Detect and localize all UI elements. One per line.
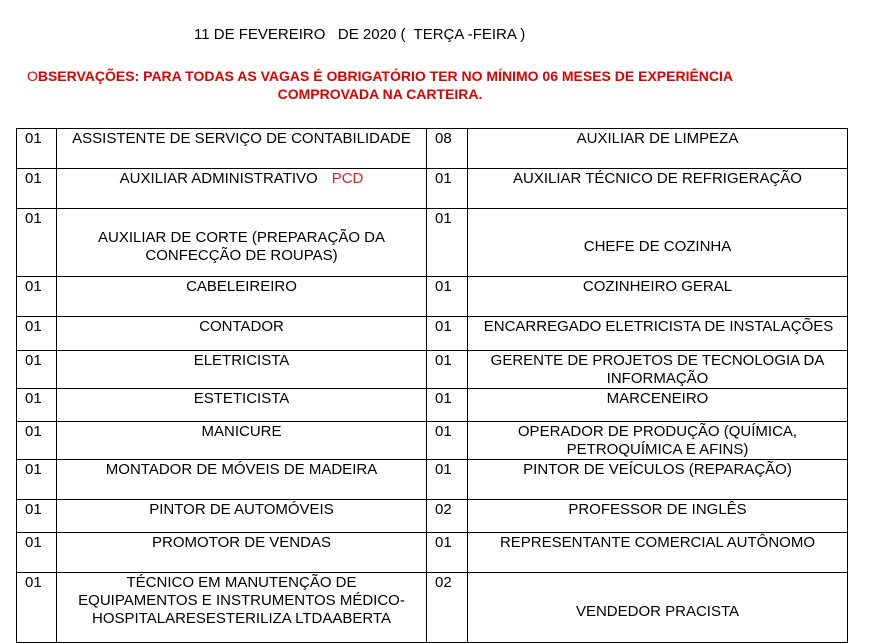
left-job-title: PINTOR DE AUTOMÓVEIS [57,500,427,533]
right-quantity: 02 [427,573,468,643]
table-row [17,317,848,351]
left-job-title-text: AUXILIAR ADMINISTRATIVO [119,170,318,187]
right-quantity: 01 [427,169,468,209]
left-quantity: 01 [17,317,57,351]
right-quantity: 01 [427,209,468,277]
left-job-title: ASSISTENTE DE SERVIÇO DE CONTABILIDADE [57,129,427,169]
right-quantity: 01 [427,533,468,573]
right-quantity: 01 [427,460,468,500]
right-job-title: OPERADOR DE PRODUÇÃO (QUÍMICA, PETROQUÍMICA E AFINS) [468,422,848,460]
right-quantity: 02 [427,500,468,533]
right-quantity: 01 [427,317,468,351]
table-row [17,500,848,533]
left-quantity: 01 [17,209,57,277]
right-job-title: AUXILIAR DE LIMPEZA [468,129,848,169]
left-quantity: 01 [17,533,57,573]
left-job-title: AUXILIAR DE CORTE (PREPARAÇÃO DA CONFECÇÃO DE ROUPAS) [57,209,427,277]
job-vacancies-table [16,128,848,643]
right-quantity: 01 [427,351,468,389]
table-row [17,573,848,643]
observations-text: BSERVAÇÕES: PARA TODAS AS VAGAS É OBRIGATÓRIO TER NO MÍNIMO 06 MESES DE EXPERIÊNCIA COMPROVADA NA CARTEIRA. [37,68,734,102]
table-row [17,209,848,277]
right-job-title: ENCARREGADO ELETRICISTA DE INSTALAÇÕES [468,317,848,351]
left-job-title: MANICURE [57,422,427,460]
right-job-title: GERENTE DE PROJETOS DE TECNOLOGIA DA INFORMAÇÃO [468,351,848,389]
date-heading: 11 DE FEVEREIRO DE 2020 ( TERÇA -FEIRA ) [194,26,526,43]
right-job-title: AUXILIAR TÉCNICO DE REFRIGERAÇÃO [468,169,848,209]
left-quantity: 01 [17,169,57,209]
table-row [17,389,848,422]
left-quantity: 01 [17,129,57,169]
observations-notice [20,67,740,103]
left-quantity: 01 [17,389,57,422]
left-job-title: TÉCNICO EM MANUTENÇÃO DE EQUIPAMENTOS E INSTRUMENTOS MÉDICO-HOSPITALARESESTERILIZA LTDAABERTA [57,573,427,643]
table-row [17,533,848,573]
left-job-title: ESTETICISTA [57,389,427,422]
right-job-title: REPRESENTANTE COMERCIAL AUTÔNOMO [468,533,848,573]
left-job-title: MONTADOR DE MÓVEIS DE MADEIRA [57,460,427,500]
table-row [17,422,848,460]
table-row [17,351,848,389]
left-job-title: CABELEIREIRO [57,277,427,317]
table-row [17,129,848,169]
table-row [17,277,848,317]
left-quantity: 01 [17,460,57,500]
pcd-tag: PCD [331,170,364,187]
table-row [17,460,848,500]
right-job-title: MARCENEIRO [468,389,848,422]
left-job-title: CONTADOR [57,317,427,351]
right-quantity: 01 [427,389,468,422]
right-quantity: 01 [427,422,468,460]
right-job-title: VENDEDOR PRACISTA [468,573,848,643]
left-quantity: 01 [17,351,57,389]
left-job-title: PROMOTOR DE VENDAS [57,533,427,573]
observations-first-letter: O [26,68,38,84]
left-quantity: 01 [17,573,57,643]
left-job-title: ELETRICISTA [57,351,427,389]
table-row [17,169,848,209]
right-job-title: PROFESSOR DE INGLÊS [468,500,848,533]
right-job-title: PINTOR DE VEÍCULOS (REPARAÇÃO) [468,460,848,500]
left-job-title [57,169,427,209]
right-quantity: 08 [427,129,468,169]
left-quantity: 01 [17,277,57,317]
right-job-title: CHEFE DE COZINHA [468,209,848,277]
right-job-title: COZINHEIRO GERAL [468,277,848,317]
right-quantity: 01 [427,277,468,317]
left-quantity: 01 [17,422,57,460]
left-quantity: 01 [17,500,57,533]
